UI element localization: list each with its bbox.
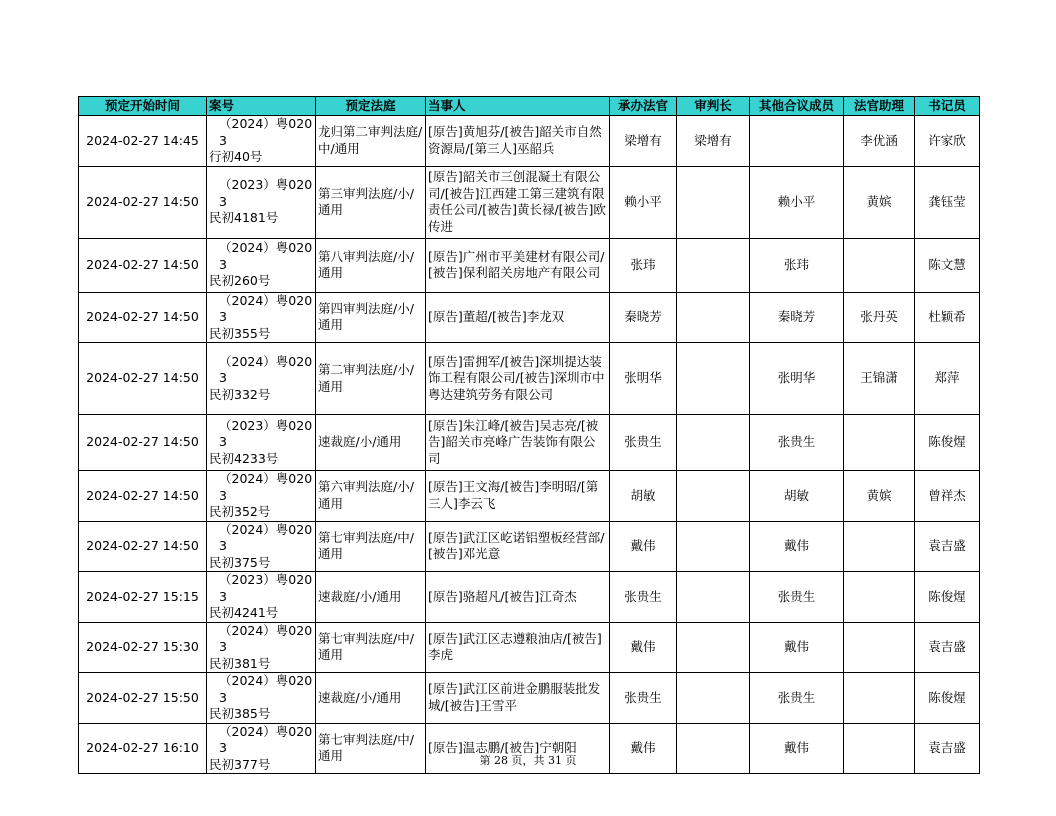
cell-parties: [原告]黄旭芬/[被告]韶关市自然资源局/[第三人]巫韶兵 (426, 116, 610, 167)
case-no-line-1: （2024）粤0203 (219, 723, 313, 755)
cell-court: 速裁庭/小/通用 (316, 673, 426, 724)
cell-start-time: 2024-02-27 15:50 (79, 673, 207, 724)
cell-court: 龙归第二审判法庭/中/通用 (316, 116, 426, 167)
header-row (79, 97, 980, 116)
case-no-line-1: （2024）粤0203 (219, 353, 313, 386)
cell-panel: 胡敏 (750, 471, 844, 522)
table-row (79, 238, 980, 292)
cell-court: 速裁庭/小/通用 (316, 415, 426, 471)
table-row (79, 415, 980, 471)
cell-clerk: 许家欣 (915, 116, 980, 167)
case-no-line-1: （2024）粤0203 (219, 622, 313, 654)
cell-assistant (844, 572, 915, 623)
cell-judge: 张玮 (610, 238, 677, 292)
cell-case-no (207, 572, 316, 623)
cell-assistant (844, 673, 915, 724)
cell-start-time: 2024-02-27 14:45 (79, 116, 207, 167)
cell-judge: 张明华 (610, 343, 677, 415)
cell-start-time: 2024-02-27 15:15 (79, 572, 207, 623)
cell-judge: 张贵生 (610, 415, 677, 471)
cell-parties: [原告]温志鹏/[被告]宁朝阳 (426, 723, 610, 774)
table-row (79, 673, 980, 724)
cell-parties: [原告]武江区屹诺铝塑板经营部/[被告]邓光意 (426, 521, 610, 572)
cell-chief (677, 238, 750, 292)
table-row (79, 343, 980, 415)
cell-start-time: 2024-02-27 14:50 (79, 343, 207, 415)
cell-parties: [原告]王文海/[被告]李明昭/[第三人]李云飞 (426, 471, 610, 522)
cell-clerk: 陈俊煋 (915, 572, 980, 623)
cell-parties: [原告]武江区志遵粮油店/[被告]李虎 (426, 622, 610, 673)
cell-panel: 赖小平 (750, 166, 844, 238)
case-no-line-1: （2024）粤0203 (219, 521, 313, 553)
case-no-line-2: 民初4181号 (209, 210, 279, 226)
cell-judge: 张贵生 (610, 673, 677, 724)
cell-case-no (207, 343, 316, 415)
cell-chief (677, 622, 750, 673)
cell-parties: [原告]武江区前进金鹏服装批发城/[被告]王雪平 (426, 673, 610, 724)
table-row (79, 471, 980, 522)
hearing-schedule-table (78, 96, 980, 774)
cell-parties: [原告]雷拥军/[被告]深圳提达装饰工程有限公司/[被告]深圳市中粤达建筑劳务有限公司 (426, 343, 610, 415)
cell-panel: 张贵生 (750, 415, 844, 471)
case-no-line-2: 民初352号 (209, 504, 271, 519)
cell-judge: 胡敏 (610, 471, 677, 522)
cell-clerk: 陈文慧 (915, 238, 980, 292)
cell-parties: [原告]韶关市三创混凝土有限公司/[被告]江西建工第三建筑有限责任公司/[被告]黄长禄/[被告]欧传进 (426, 166, 610, 238)
case-no-line-1: （2023）粤0203 (219, 572, 313, 604)
cell-chief (677, 292, 750, 343)
cell-panel (750, 116, 844, 167)
cell-parties: [原告]朱江峰/[被告]吴志亮/[被告]韶关市亮峰广告装饰有限公司 (426, 415, 610, 471)
cell-panel: 戴伟 (750, 521, 844, 572)
cell-assistant: 黄嫔 (844, 471, 915, 522)
cell-parties: [原告]董超/[被告]李龙双 (426, 292, 610, 343)
col-header-chief: 审判长 (677, 97, 750, 116)
cell-panel: 张明华 (750, 343, 844, 415)
cell-clerk: 袁吉盛 (915, 723, 980, 774)
cell-judge: 秦晓芳 (610, 292, 677, 343)
cell-start-time: 2024-02-27 14:50 (79, 471, 207, 522)
cell-judge: 戴伟 (610, 521, 677, 572)
cell-start-time: 2024-02-27 16:10 (79, 723, 207, 774)
cell-clerk: 曾祥杰 (915, 471, 980, 522)
cell-court: 第八审判法庭/小/通用 (316, 238, 426, 292)
cell-court: 第七审判法庭/中/通用 (316, 723, 426, 774)
cell-case-no (207, 116, 316, 167)
table-row (79, 622, 980, 673)
page-number: 第 28 页，共 31 页 (479, 754, 577, 767)
cell-parties: [原告]骆超凡/[被告]江奇杰 (426, 572, 610, 623)
col-header-start-time: 预定开始时间 (79, 97, 207, 116)
col-header-panel: 其他合议成员 (750, 97, 844, 116)
case-no-line-2: 民初260号 (209, 273, 271, 289)
cell-start-time: 2024-02-27 15:30 (79, 622, 207, 673)
cell-judge: 赖小平 (610, 166, 677, 238)
cell-case-no (207, 673, 316, 724)
cell-assistant: 黄嫔 (844, 166, 915, 238)
cell-case-no (207, 521, 316, 572)
cell-start-time: 2024-02-27 14:50 (79, 292, 207, 343)
cell-chief (677, 166, 750, 238)
cell-chief (677, 343, 750, 415)
cell-clerk: 郑萍 (915, 343, 980, 415)
cell-panel: 戴伟 (750, 622, 844, 673)
cell-panel: 张贵生 (750, 572, 844, 623)
case-no-line-2: 民初355号 (209, 325, 271, 341)
cell-chief (677, 521, 750, 572)
cell-start-time: 2024-02-27 14:50 (79, 166, 207, 238)
cell-judge: 戴伟 (610, 622, 677, 673)
table-row (79, 116, 980, 167)
cell-start-time: 2024-02-27 14:50 (79, 415, 207, 471)
cell-clerk: 陈俊煋 (915, 673, 980, 724)
table-row (79, 572, 980, 623)
case-no-line-1: （2024）粤0203 (219, 240, 313, 272)
cell-case-no (207, 166, 316, 238)
cell-chief (677, 471, 750, 522)
cell-clerk: 龚钰莹 (915, 166, 980, 238)
cell-chief (677, 673, 750, 724)
cell-court: 第四审判法庭/小/通用 (316, 292, 426, 343)
case-no-line-1: （2023）粤0203 (219, 417, 313, 450)
case-no-line-2: 民初4233号 (209, 450, 279, 466)
cell-case-no (207, 471, 316, 522)
cell-chief (677, 572, 750, 623)
case-no-line-1: （2024）粤0203 (219, 471, 313, 503)
case-no-line-2: 民初375号 (209, 554, 271, 570)
col-header-clerk: 书记员 (915, 97, 980, 116)
case-no-line-2: 民初377号 (209, 756, 271, 772)
cell-start-time: 2024-02-27 14:50 (79, 521, 207, 572)
cell-clerk: 袁吉盛 (915, 521, 980, 572)
case-no-line-2: 民初4241号 (209, 605, 279, 620)
cell-case-no (207, 415, 316, 471)
cell-assistant: 张丹英 (844, 292, 915, 343)
cell-clerk: 陈俊煋 (915, 415, 980, 471)
case-no-line-1: （2024）粤0203 (219, 673, 313, 705)
cell-court: 第七审判法庭/中/通用 (316, 521, 426, 572)
cell-court: 第七审判法庭/中/通用 (316, 622, 426, 673)
case-no-line-1: （2023）粤0203 (219, 177, 313, 209)
case-no-line-1: （2024）粤0203 (219, 292, 313, 324)
cell-case-no (207, 238, 316, 292)
cell-chief: 梁增有 (677, 116, 750, 167)
cell-court: 第二审判法庭/小/通用 (316, 343, 426, 415)
col-header-court: 预定法庭 (316, 97, 426, 116)
table-row (79, 166, 980, 238)
table-row (79, 292, 980, 343)
case-no-line-2: 民初385号 (209, 706, 271, 721)
cell-judge: 梁增有 (610, 116, 677, 167)
cell-judge: 张贵生 (610, 572, 677, 623)
cell-panel: 张玮 (750, 238, 844, 292)
cell-panel: 戴伟 (750, 723, 844, 774)
cell-start-time: 2024-02-27 14:50 (79, 238, 207, 292)
case-no-line-2: 民初332号 (209, 386, 271, 402)
cell-parties: [原告]广州市平美建材有限公司/[被告]保利韶关房地产有限公司 (426, 238, 610, 292)
cell-judge: 戴伟 (610, 723, 677, 774)
cell-case-no (207, 622, 316, 673)
col-header-judge: 承办法官 (610, 97, 677, 116)
cell-court: 第六审判法庭/小/通用 (316, 471, 426, 522)
cell-assistant: 王锦潇 (844, 343, 915, 415)
case-no-line-1: （2024）粤0203 (219, 116, 313, 148)
col-header-parties: 当事人 (426, 97, 610, 116)
cell-assistant: 李优涵 (844, 116, 915, 167)
cell-court: 速裁庭/小/通用 (316, 572, 426, 623)
cell-assistant (844, 238, 915, 292)
col-header-case-no: 案号 (207, 97, 316, 116)
cell-case-no (207, 292, 316, 343)
cell-panel: 秦晓芳 (750, 292, 844, 343)
cell-assistant (844, 622, 915, 673)
table-row (79, 521, 980, 572)
cell-chief (677, 415, 750, 471)
cell-assistant (844, 521, 915, 572)
cell-court: 第三审判法庭/小/通用 (316, 166, 426, 238)
case-no-line-2: 民初381号 (209, 655, 271, 671)
cell-clerk: 袁吉盛 (915, 622, 980, 673)
case-no-line-2: 行初40号 (209, 149, 263, 164)
col-header-assistant: 法官助理 (844, 97, 915, 116)
cell-clerk: 杜颖希 (915, 292, 980, 343)
cell-assistant (844, 415, 915, 471)
cell-panel: 张贵生 (750, 673, 844, 724)
